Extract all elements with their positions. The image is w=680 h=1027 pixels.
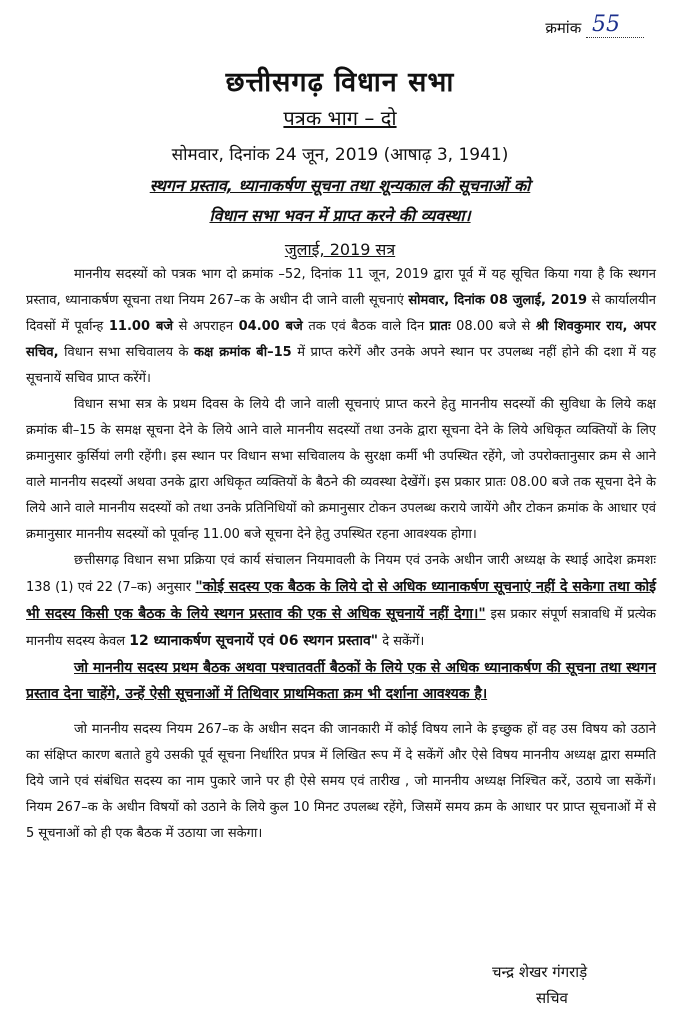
paragraph-3: छत्तीसगढ़ विधान सभा प्रक्रिया एवं कार्य संचालन नियमावली के नियम एवं उनके अधीन जारी अध्यक्ष के स्थाई आदेश क्रमशः 138 (1) एवं 22 (7–क) अनुसार "कोई सदस्य एक बैठक के लिये दो से अधिक ध्यानाकर्षण सूचनाएं नहीं दे सकेगा तथा कोई भी सदस्य किसी एक बैठक के लिये स्थगन प्रस्ताव की एक से अधिक सूचनायें नहीं देगा।" इस प्रकार संपूर्ण सत्रावधि में प्रत्येक माननीय सदस्य केवल 12 ध्यानाकर्षण सूचनायें एवं 06 स्थगन प्रस्ताव" दे सकेंगें। bbox=[26, 553, 657, 649]
serial-number bbox=[545, 14, 644, 40]
serial-label: क्रमांक bbox=[545, 19, 582, 37]
paragraph-1: माननीय सदस्यों को पत्रक भाग दो क्रमांक –52, दिनांक 11 जून, 2019 द्वारा पूर्व में यह सूचित किया गया है कि स्थगन प्रस्ताव, ध्यानाकर्षण सूचना तथा नियम 267–क के अधीन दी जाने वाली सूचनाएं सोमवार, दिनांक 08 जुलाई, 2019 से कार्यालयीन दिवसों में पूर्वान्ह 11.00 बजे से अपराहन 04.00 बजे तक एवं बैठक वाले दिन प्रातः 08.00 बजे से श्री शिवकुमार राय, अपर सचिव, विधान सभा सचिवालय के कक्ष क्रमांक बी–15 में प्राप्त करेगें और उनके अपने स्थान पर उपलब्ध नहीं होने की दशा में यह सूचनायें सचिव प्राप्त करेंगें। bbox=[26, 267, 657, 386]
subtitle: पत्रक भाग – दो bbox=[283, 106, 397, 130]
heading-line-1: स्थगन प्रस्ताव, ध्यानाकर्षण सूचना तथा शून्यकाल की सूचनाओं को bbox=[149, 176, 531, 195]
serial-value: 55 bbox=[592, 12, 620, 37]
date-line: सोमवार, दिनांक 24 जून, 2019 (आषाढ़ 3, 1941) bbox=[171, 145, 509, 165]
paragraph-4: जो माननीय सदस्य प्रथम बैठक अथवा पश्चातवर्ती बैठकों के लिये एक से अधिक ध्यानाकर्षण की सूचना तथा स्थगन प्रस्ताव देना चाहेंगे, उन्हें ऐसी सूचनाओं में तिथिवार प्राथमिकता क्रम भी दर्शाना आवश्यक है। bbox=[26, 660, 656, 702]
signature-designation: सचिव bbox=[536, 989, 568, 1007]
paragraph-5: जो माननीय सदस्य नियम 267–क के अधीन सदन की जानकारी में कोई विषय लाने के इच्छुक हों वह उस विषय को उठाने का संक्षिप्त कारण बताते हुये उसकी पूर्व सूचना निर्धारित प्रपत्र में लिखित रूप में दे सकेंगें और ऐसे विषय माननीय अध्यक्ष द्वारा सम्मति दिये जाने एवं संबंधित सदस्य का नाम पुकारे जाने पर ही ऐसे समय एवं तारीख , जो माननीय अध्यक्ष निश्चित करें, उठाये जा सकेंगें। नियम 267–क के अधीन विषयों को उठाने के लिये कुल 10 मिनट उपलब्ध रहेंगे, जिसमें समय क्रम के आधार पर प्राप्त सूचनाओं में से 5 सूचनाओं को ही एक बैठक में उठाया जा सकेगा। bbox=[26, 722, 656, 841]
document-body bbox=[26, 262, 656, 847]
session-line: जुलाई, 2019 सत्र bbox=[284, 240, 396, 259]
paragraph-2: विधान सभा सत्र के प्रथम दिवस के लिये दी जाने वाली सूचनाएं प्राप्त करने हेतु माननीय सदस्यों की सुविधा के लिये कक्ष क्रमांक बी–15 के समक्ष सूचना देने के लिये आने वाले माननीय सदस्यों तथा उनके द्वारा सूचना देने के लिये अधिकृत व्यक्तियों के लिए क्रमानुसार कुर्सियां लगी रहेंगी। इस स्थान पर विधान सभा सचिवालय के सुरक्षा कर्मी भी उपस्थित रहेंगे, जो उपरोक्तानुसार क्रम से आने वाले माननीय सदस्यों अथवा उनके द्वारा अधिकृत व्यक्तियों के बैठने की व्यवस्था देखेंगें। इस प्रकार प्रातः 08.00 बजे तक सूचना देने के लिये आने वाले माननीय सदस्यों को तथा उनके प्रतिनिधियों को क्रमानुसार टोकन उपलब्ध कराये जायेंगे और टोकन क्रमांक के आधार एवं क्रमानुसार माननीय सदस्यों को पूर्वान्ह 11.00 बजे सूचना देने हेतु उपस्थित रहना आवश्यक होगा। bbox=[26, 397, 656, 542]
heading-line-2: विधान सभा भवन में प्राप्त करने की व्यवस्था। bbox=[209, 206, 471, 225]
signature-name: चन्द्र शेखर गंगराड़े bbox=[492, 963, 588, 981]
page-title: छत्तीसगढ़ विधान सभा bbox=[225, 67, 455, 98]
